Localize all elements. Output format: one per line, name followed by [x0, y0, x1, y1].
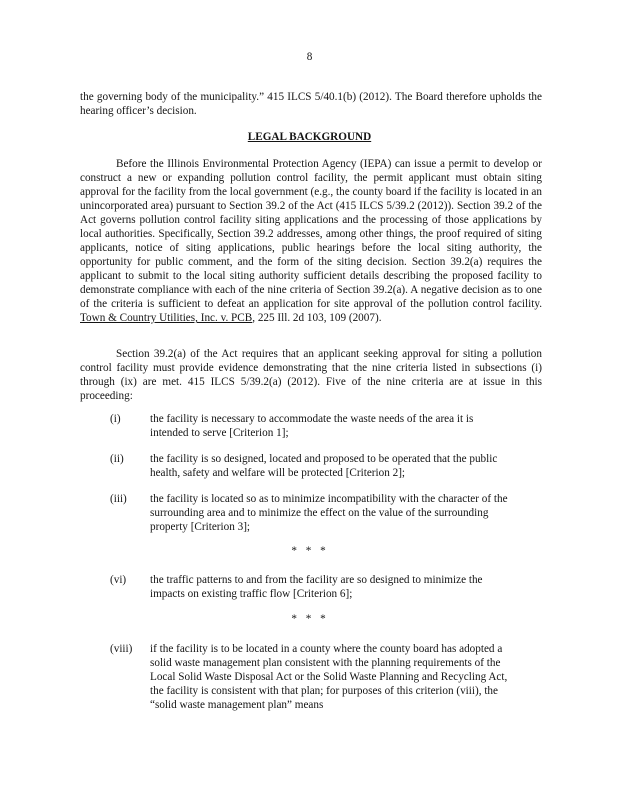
criterion-number: (viii): [110, 643, 133, 655]
criterion-text: the traffic patterns to and from the facility are so designed to minimize the impacts on existing traffic flow [Criterion 6];: [150, 574, 483, 600]
case-citation: , 225 Ill. 2d 103, 109 (2007).: [252, 312, 382, 324]
criterion-text: if the facility is to be located in a county where the county board has adopted a solid waste management plan consistent with the planning requirements of the Local Solid Waste Disposal Act or the Solid Waste Planning and Recycling Act, the facility is consistent with that plan; for purposes of this criterion (viii), the “solid waste management plan” means: [150, 643, 508, 711]
legal-background-paragraph: [80, 157, 542, 325]
criterion-item: [110, 642, 540, 712]
criterion-number: (i): [110, 413, 121, 425]
criterion-item: [110, 573, 540, 601]
criterion-text: the facility is located so as to minimize incompatibility with the character of the surrounding area and to minimize the effect on the value of the surrounding property [Criterion 3];: [150, 493, 508, 533]
legal-background-text: Before the Illinois Environmental Protection Agency (IEPA) can issue a permit to develop or construct a new or expanding pollution control facility, the permit applicant must obtain siting approval for the facility from the local government (e.g., the county board if the facility is located in an unincorporated area) pursuant to Section 39.2 of the Act (415 ILCS 5/39.2 (2012)). Section 39.2 of the Act governs pollution control facility siting applications and the processing of those applications by local authorities. Specifically, Section 39.2 addresses, among other things, the proof required of siting applicants, notice of siting applications, public hearings before the local siting authority, the opportunity for public comment, and the form of the siting decision. Section 39.2(a) requires the applicant to submit to the local siting authority sufficient details describing the proposed facility to demonstrate compliance with each of the nine criteria of Section 39.2(a). A negative decision as to one of the criteria is sufficient to defeat an application for site approval of the pollution control facility.: [80, 158, 542, 310]
omission-separator: * * *: [291, 613, 329, 625]
criterion-text: the facility is necessary to accommodate the waste needs of the area it is intended to serve [Criterion 1];: [150, 413, 474, 439]
case-name: Town & Country Utilities, Inc. v. PCB: [80, 312, 253, 324]
criterion-number: (vi): [110, 574, 127, 586]
criterion-item: [110, 412, 540, 440]
criterion-item: [110, 452, 540, 480]
criterion-number: (iii): [110, 493, 127, 505]
criterion-item: [110, 492, 540, 534]
omission-separator: * * *: [291, 545, 329, 557]
section-heading: LEGAL BACKGROUND: [247, 131, 372, 143]
section-39-2-paragraph: Section 39.2(a) of the Act requires that an applicant seeking approval for siting a pollution control facility must provide evidence demonstrating that the nine criteria listed in subsections (i) through (ix) are met. 415 ILCS 5/39.2(a) (2012). Five of the nine criteria are at issue in this proceeding:: [80, 348, 542, 402]
criterion-number: (ii): [110, 453, 124, 465]
criterion-text: the facility is so designed, located and proposed to be operated that the public health, safety and welfare will be protected [Criterion 2];: [150, 453, 498, 479]
continuation-paragraph: the governing body of the municipality.” 415 ILCS 5/40.1(b) (2012). The Board therefore upholds the hearing officer’s decision.: [80, 91, 542, 117]
page-number: 8: [306, 51, 313, 63]
